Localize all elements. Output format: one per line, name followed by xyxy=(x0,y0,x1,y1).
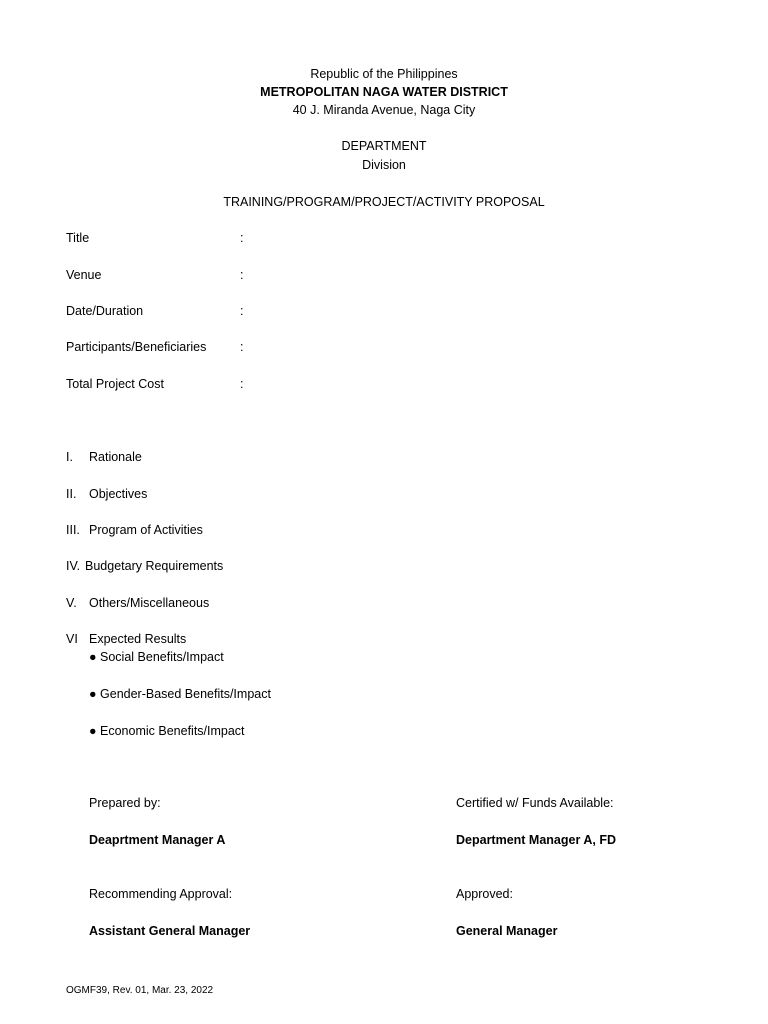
approved-label: Approved: xyxy=(456,887,513,901)
field-sep-cost: : xyxy=(240,377,244,391)
section-label-budget: Budgetary Requirements xyxy=(85,559,224,573)
form-title: TRAINING/PROGRAM/PROJECT/ACTIVITY PROPOSAL xyxy=(223,195,545,209)
certified-label: Certified w/ Funds Available: xyxy=(456,796,614,810)
field-label-title: Title xyxy=(66,231,90,245)
bullet-gender: ● Gender-Based Benefits/Impact xyxy=(89,687,271,701)
section-num-4: IV. xyxy=(66,559,81,573)
field-sep-participants: : xyxy=(240,340,244,354)
recommending-label: Recommending Approval: xyxy=(89,887,233,901)
field-label-venue: Venue xyxy=(66,268,102,282)
prepared-label: Prepared by: xyxy=(89,796,161,810)
prepared-name: Deaprtment Manager A xyxy=(89,833,226,847)
bullet-social: ● Social Benefits/Impact xyxy=(89,650,224,664)
republic-line: Republic of the Philippines xyxy=(310,67,458,81)
form-code-footer: OGMF39, Rev. 01, Mar. 23, 2022 xyxy=(66,985,214,996)
recommending-name: Assistant General Manager xyxy=(89,924,251,938)
bullet-economic: ● Economic Benefits/Impact xyxy=(89,724,245,738)
section-num-3: III. xyxy=(66,523,80,537)
field-label-date: Date/Duration xyxy=(66,304,144,318)
section-num-1: I. xyxy=(66,450,73,464)
section-label-rationale: Rationale xyxy=(89,450,142,464)
department-line: DEPARTMENT xyxy=(341,139,427,153)
field-sep-title: : xyxy=(240,231,244,245)
section-num-6: VI xyxy=(66,632,78,646)
approved-name: General Manager xyxy=(456,924,558,938)
agency-name: METROPOLITAN NAGA WATER DISTRICT xyxy=(260,85,508,99)
division-line: Division xyxy=(362,158,406,172)
certified-name: Department Manager A, FD xyxy=(456,833,616,847)
section-num-5: V. xyxy=(66,596,77,610)
field-label-participants: Participants/Beneficiaries xyxy=(66,340,207,354)
agency-address: 40 J. Miranda Avenue, Naga City xyxy=(292,103,476,117)
field-label-cost: Total Project Cost xyxy=(66,377,164,391)
section-num-2: II. xyxy=(66,487,77,501)
section-label-others: Others/Miscellaneous xyxy=(89,596,210,610)
section-label-program: Program of Activities xyxy=(89,523,203,537)
field-sep-date: : xyxy=(240,304,244,318)
section-label-expected: Expected Results xyxy=(89,632,187,646)
section-label-objectives: Objectives xyxy=(89,487,148,501)
field-sep-venue: : xyxy=(240,268,244,282)
